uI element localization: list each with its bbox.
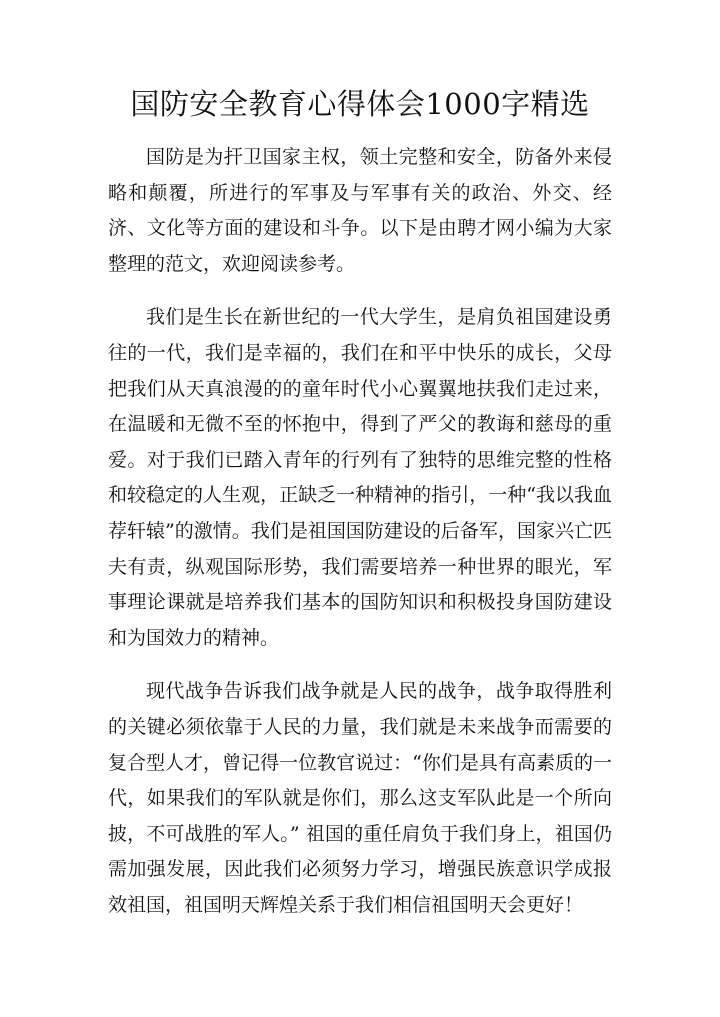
document-body (108, 140, 612, 923)
paragraph-intro: 国防是为扞卫国家主权，领土完整和安全，防备外来侵略和颠覆，所进行的军事及与军事有关的政治、外交、经济、文化等方面的建设和斗争。以下是由聘才网小编为大家整理的范文，欢迎阅读参考。 (108, 146, 612, 275)
paragraph-modern-war: 现代战争告诉我们战争就是人民的战争，战争取得胜利的关键必须依靠于人民的力量，我们就是未来战争而需要的复合型人才，曾记得一位教官说过：“你们是具有高素质的一代，如果我们的军队就是你们，那么这支军队此是一个所向披，不可战胜的军人。” 祖国的重任肩负于我们身上，祖国仍需加强发展，因此我们必须努力学习，增强民族意识学成报效祖国，祖国明天辉煌关系于我们相信祖国明天会更好！ (108, 680, 612, 916)
document-title: 国防安全教育心得体会1000字精选 (130, 87, 590, 121)
paragraph-generation: 我们是生长在新世纪的一代大学生，是肩负祖国建设勇往的一代，我们是幸福的，我们在和平中快乐的成长，父母把我们从天真浪漫的的童年时代小心翼翼地扶我们走过来，在温暖和无微不至的怀抱中，得到了严父的教诲和慈母的重爱。对于我们已踏入青年的行列有了独特的思维完整的性格和较稳定的人生观，正缺乏一种精神的指引，一种“我以我血荐轩辕”的激情。我们是祖国国防建设的后备军，国家兴亡匹夫有责，纵观国际形势，我们需要培养一种世界的眼光，军事理论课就是培养我们基本的国防知识和积极投身国防建设和为国效力的精神。 (108, 306, 612, 649)
